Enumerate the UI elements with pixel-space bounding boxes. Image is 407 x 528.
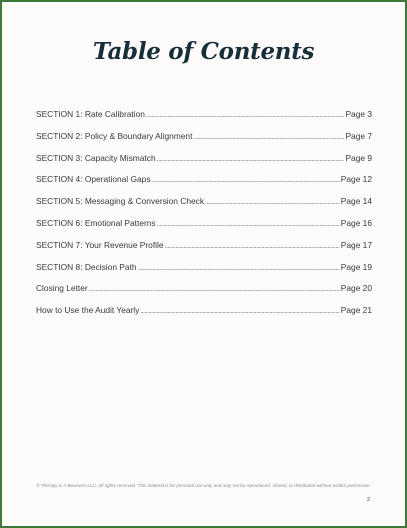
toc-entry-label: SECTION 3: Capacity Mismatch [36, 152, 156, 163]
toc-entry-label: SECTION 4: Operational Gaps [36, 174, 151, 185]
dot-leader [146, 112, 345, 119]
dot-leader [138, 265, 340, 272]
toc-entry-label: SECTION 6: Emotional Patterns [36, 217, 156, 228]
toc-entry-label: How to Use the Audit Yearly [36, 305, 140, 316]
dot-leader [152, 177, 340, 184]
dot-leader [89, 286, 340, 293]
toc-entry-page: Page 17 [340, 239, 372, 250]
toc-entry[interactable] [36, 283, 372, 305]
toc-entry-label: SECTION 7: Your Revenue Profile [36, 239, 164, 250]
toc-entry-page: Page 19 [340, 261, 372, 272]
toc-entry[interactable] [36, 196, 372, 218]
toc-entry[interactable] [36, 131, 372, 153]
toc-entry-page: Page 12 [340, 174, 372, 185]
dot-leader [140, 308, 339, 315]
toc-entry-page: Page 16 [340, 217, 372, 228]
toc-entry[interactable] [36, 262, 372, 284]
dot-leader [205, 199, 340, 206]
copyright-notice: © Therapy is A Business LLC. All rights reserved. This material is for personal use only and may not be reproduced, shared, or distributed without written permission. [36, 483, 371, 488]
toc-entry[interactable] [36, 174, 372, 196]
dot-leader [157, 221, 340, 228]
table-of-contents [36, 109, 372, 327]
toc-entry[interactable] [36, 109, 372, 131]
dot-leader [165, 243, 340, 250]
toc-entry-page: Page 21 [340, 305, 372, 316]
toc-entry-page: Page 3 [345, 109, 372, 119]
toc-entry-page: Page 20 [340, 283, 372, 294]
page-number: 2 [366, 497, 370, 503]
page-title: Table of Contents [92, 38, 315, 65]
toc-entry[interactable] [36, 305, 372, 327]
toc-entry-label: SECTION 1: Rate Calibration [36, 109, 145, 119]
toc-entry-page: Page 14 [340, 196, 372, 207]
dot-leader [157, 156, 345, 163]
toc-entry-label: Closing Letter [36, 283, 88, 294]
toc-entry-label: SECTION 8: Decision Path [36, 261, 137, 272]
toc-entry[interactable] [36, 153, 372, 175]
toc-entry-page: Page 7 [345, 130, 372, 141]
dot-leader [193, 134, 344, 141]
toc-entry[interactable] [36, 218, 372, 240]
toc-entry-page: Page 9 [345, 152, 372, 163]
toc-entry[interactable] [36, 240, 372, 262]
toc-entry-label: SECTION 2: Policy & Boundary Alignment [36, 130, 193, 141]
toc-entry-label: SECTION 5: Messaging & Conversion Check [36, 196, 205, 207]
